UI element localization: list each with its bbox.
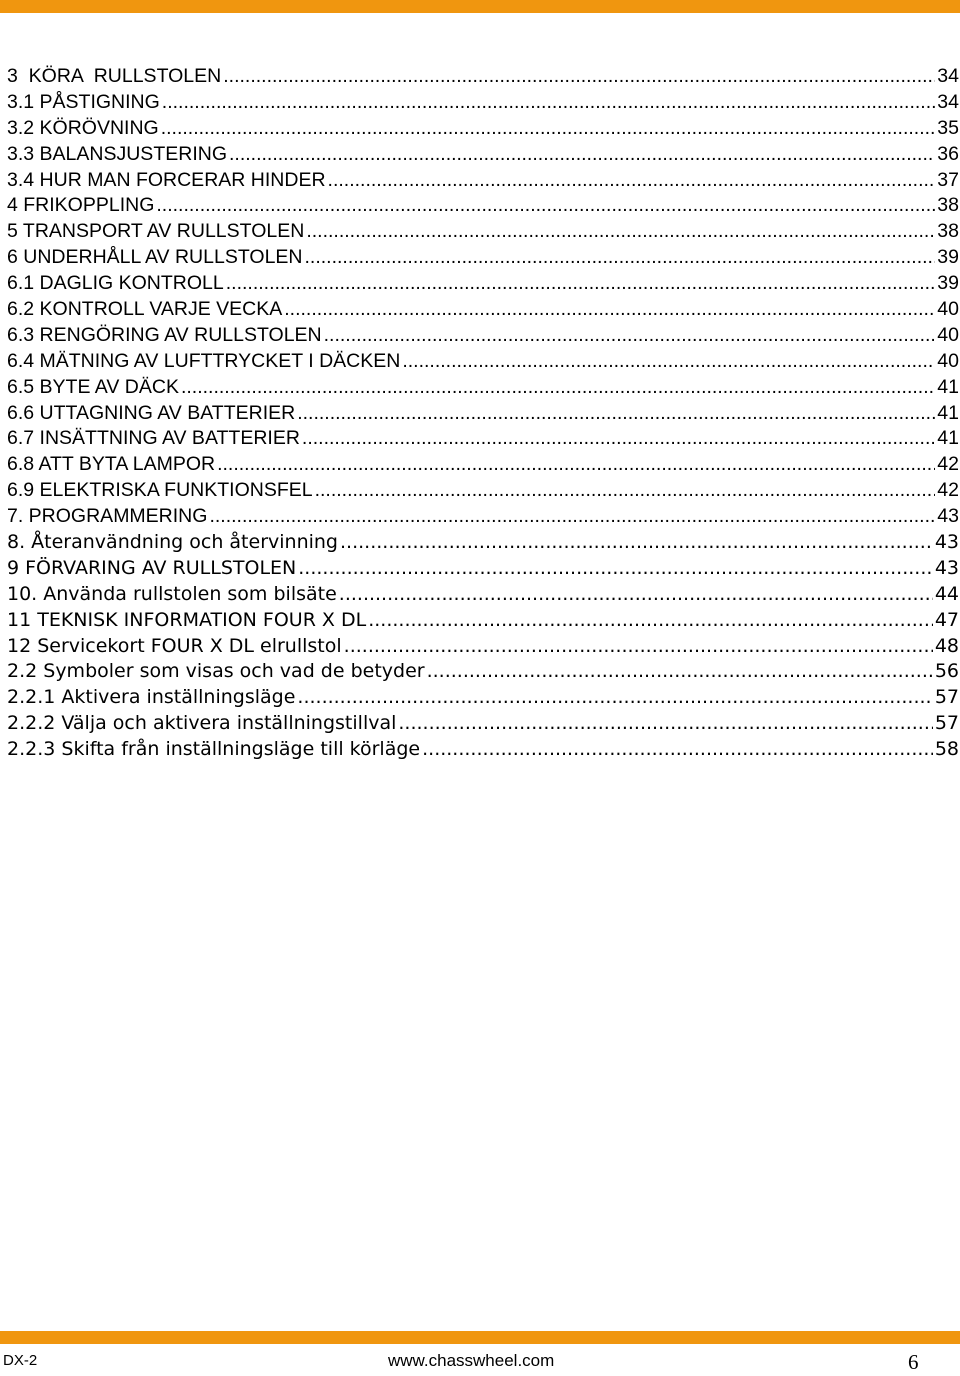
toc-entry-page: 41 bbox=[937, 427, 959, 450]
toc-entry-label: 6.8 ATT BYTA LAMPOR bbox=[7, 453, 216, 476]
toc-leader-dots bbox=[402, 349, 935, 375]
toc-entry-page: 35 bbox=[937, 116, 959, 139]
toc-entry-label: 3.1 PÅSTIGNING bbox=[7, 90, 160, 113]
toc-entry-page: 43 bbox=[934, 531, 959, 554]
toc-entry-label: 4 FRIKOPPLING bbox=[7, 194, 155, 217]
toc-leader-dots bbox=[315, 478, 936, 504]
toc-entry[interactable] bbox=[7, 582, 959, 608]
toc-leader-dots bbox=[328, 168, 936, 194]
toc-entry-page: 43 bbox=[934, 556, 959, 579]
toc-entry-page: 41 bbox=[937, 375, 959, 398]
footer-model-code: DX-2 bbox=[3, 1352, 38, 1369]
toc-entry-label: 5 TRANSPORT AV RULLSTOLEN bbox=[7, 220, 305, 243]
toc-entry[interactable] bbox=[7, 401, 959, 427]
toc-entry[interactable] bbox=[7, 168, 959, 194]
toc-entry-label: 9 FÖRVARING AV RULLSTOLEN bbox=[7, 556, 297, 579]
toc-entry[interactable] bbox=[7, 271, 959, 297]
toc-entry-label: 2.2.2 Välja och aktivera inställningstillval bbox=[7, 712, 397, 735]
toc-entry[interactable] bbox=[7, 193, 959, 219]
toc-entry-page: 58 bbox=[934, 738, 959, 761]
toc-entry[interactable] bbox=[7, 297, 959, 323]
toc-leader-dots bbox=[181, 375, 935, 401]
toc-entry-page: 34 bbox=[937, 64, 959, 87]
toc-entry-label: 6.7 INSÄTTNING AV BATTERIER bbox=[7, 427, 300, 450]
toc-leader-dots bbox=[302, 426, 935, 452]
toc-entry-page: 40 bbox=[937, 323, 959, 346]
toc-entry[interactable] bbox=[7, 323, 959, 349]
toc-leader-dots bbox=[226, 271, 936, 297]
toc-entry-label: 10. Använda rullstolen som bilsäte bbox=[7, 582, 337, 605]
toc-entry[interactable] bbox=[7, 659, 959, 685]
toc-entry-page: 41 bbox=[937, 401, 959, 424]
toc-entry-page: 43 bbox=[937, 505, 959, 528]
toc-entry[interactable] bbox=[7, 504, 959, 530]
toc-entry-label: 2.2 Symboler som visas och vad de betyder bbox=[7, 660, 425, 683]
toc-leader-dots bbox=[161, 116, 936, 142]
toc-entry-page: 38 bbox=[937, 220, 959, 243]
toc-entry-label: 6.3 RENGÖRING AV RULLSTOLEN bbox=[7, 323, 322, 346]
toc-leader-dots bbox=[162, 90, 936, 116]
toc-leader-dots bbox=[217, 452, 935, 478]
toc-entry[interactable] bbox=[7, 116, 959, 142]
toc-entry[interactable] bbox=[7, 426, 959, 452]
toc-entry[interactable] bbox=[7, 142, 959, 168]
toc-entry-label: 3.2 KÖRÖVNING bbox=[7, 116, 159, 139]
toc-entry[interactable] bbox=[7, 245, 959, 271]
toc-entry[interactable] bbox=[7, 90, 959, 116]
toc-entry-page: 57 bbox=[934, 686, 959, 709]
toc-entry[interactable] bbox=[7, 737, 959, 763]
toc-entry[interactable] bbox=[7, 530, 959, 556]
toc-entry-page: 36 bbox=[937, 142, 959, 165]
toc-leader-dots bbox=[340, 530, 933, 556]
toc-entry-label: 7. PROGRAMMERING bbox=[7, 505, 208, 528]
toc-leader-dots bbox=[284, 297, 935, 323]
toc-entry[interactable] bbox=[7, 375, 959, 401]
toc-entry-page: 40 bbox=[937, 298, 959, 320]
toc-leader-dots bbox=[223, 64, 935, 90]
toc-entry-label: 8. Återanvändning och återvinning bbox=[7, 531, 338, 554]
toc-entry-page: 40 bbox=[937, 349, 959, 372]
toc-leader-dots bbox=[398, 711, 932, 737]
toc-leader-dots bbox=[297, 685, 932, 711]
toc-entry-page: 34 bbox=[937, 90, 959, 113]
toc-leader-dots bbox=[298, 556, 933, 582]
toc-leader-dots bbox=[306, 219, 935, 245]
toc-entry-label: 2.2.1 Aktivera inställningsläge bbox=[7, 686, 296, 709]
toc-leader-dots bbox=[209, 504, 935, 530]
toc-entry[interactable] bbox=[7, 685, 959, 711]
toc-entry[interactable] bbox=[7, 634, 959, 660]
toc-entry-label: 6.9 ELEKTRISKA FUNKTIONSFEL bbox=[7, 479, 313, 502]
toc-entry-page: 48 bbox=[934, 634, 959, 657]
toc-entry[interactable] bbox=[7, 452, 959, 478]
toc-entry-label: 6.1 DAGLIG KONTROLL bbox=[7, 272, 224, 295]
toc-entry-label: 12 Servicekort FOUR X DL elrullstol bbox=[7, 634, 342, 657]
toc-leader-dots bbox=[229, 142, 935, 168]
toc-entry-page: 57 bbox=[934, 712, 959, 735]
bottom-accent-bar bbox=[0, 1331, 960, 1344]
top-accent-bar bbox=[0, 0, 960, 13]
toc-entry-page: 37 bbox=[937, 168, 959, 191]
toc-leader-dots bbox=[339, 582, 933, 608]
toc-entry[interactable] bbox=[7, 556, 959, 582]
toc-entry-page: 42 bbox=[937, 479, 959, 502]
toc-leader-dots bbox=[324, 323, 936, 349]
toc-entry-label: 6 UNDERHÅLL AV RULLSTOLEN bbox=[7, 246, 303, 269]
toc-entry-page: 56 bbox=[934, 660, 959, 683]
toc-entry-label: 3 KÖRA RULLSTOLEN bbox=[7, 64, 222, 87]
toc-leader-dots bbox=[305, 245, 936, 271]
toc-entry-label: 11 TEKNISK INFORMATION FOUR X DL bbox=[7, 608, 367, 631]
toc-entry-label: 6.5 BYTE AV DÄCK bbox=[7, 375, 179, 398]
toc-entry-label: 3.3 BALANSJUSTERING bbox=[7, 142, 227, 165]
toc-entry[interactable] bbox=[7, 711, 959, 737]
toc-entry-label: 3.4 HUR MAN FORCERAR HINDER bbox=[7, 168, 326, 191]
toc-leader-dots bbox=[368, 608, 933, 634]
toc-entry-label: 6.6 UTTAGNING AV BATTERIER bbox=[7, 401, 296, 424]
toc-entry-page: 42 bbox=[937, 453, 959, 476]
toc-leader-dots bbox=[427, 659, 933, 685]
toc-entry[interactable] bbox=[7, 349, 959, 375]
toc-entry[interactable] bbox=[7, 478, 959, 504]
toc-entry[interactable] bbox=[7, 64, 959, 90]
toc-entry-page: 38 bbox=[937, 194, 959, 217]
table-of-contents bbox=[7, 64, 959, 763]
toc-entry-page: 39 bbox=[937, 272, 959, 295]
toc-entry-page: 39 bbox=[937, 246, 959, 269]
toc-entry-label: 6.4 MÄTNING AV LUFTTRYCKET I DÄCKEN bbox=[7, 349, 401, 372]
toc-entry-page: 47 bbox=[934, 608, 959, 631]
toc-entry-label: 2.2.3 Skifta från inställningsläge till körläge bbox=[7, 738, 421, 761]
toc-leader-dots bbox=[422, 737, 933, 763]
toc-leader-dots bbox=[344, 634, 933, 660]
toc-entry-page: 44 bbox=[934, 582, 959, 605]
toc-entry[interactable] bbox=[7, 219, 959, 245]
footer-website: www.chasswheel.com bbox=[388, 1351, 555, 1370]
toc-entry[interactable] bbox=[7, 608, 959, 634]
page-number: 6 bbox=[908, 1350, 919, 1374]
toc-leader-dots bbox=[156, 193, 935, 219]
toc-entry-label: 6.2 KONTROLL VARJE VECKA bbox=[7, 298, 283, 320]
toc-leader-dots bbox=[297, 401, 935, 427]
